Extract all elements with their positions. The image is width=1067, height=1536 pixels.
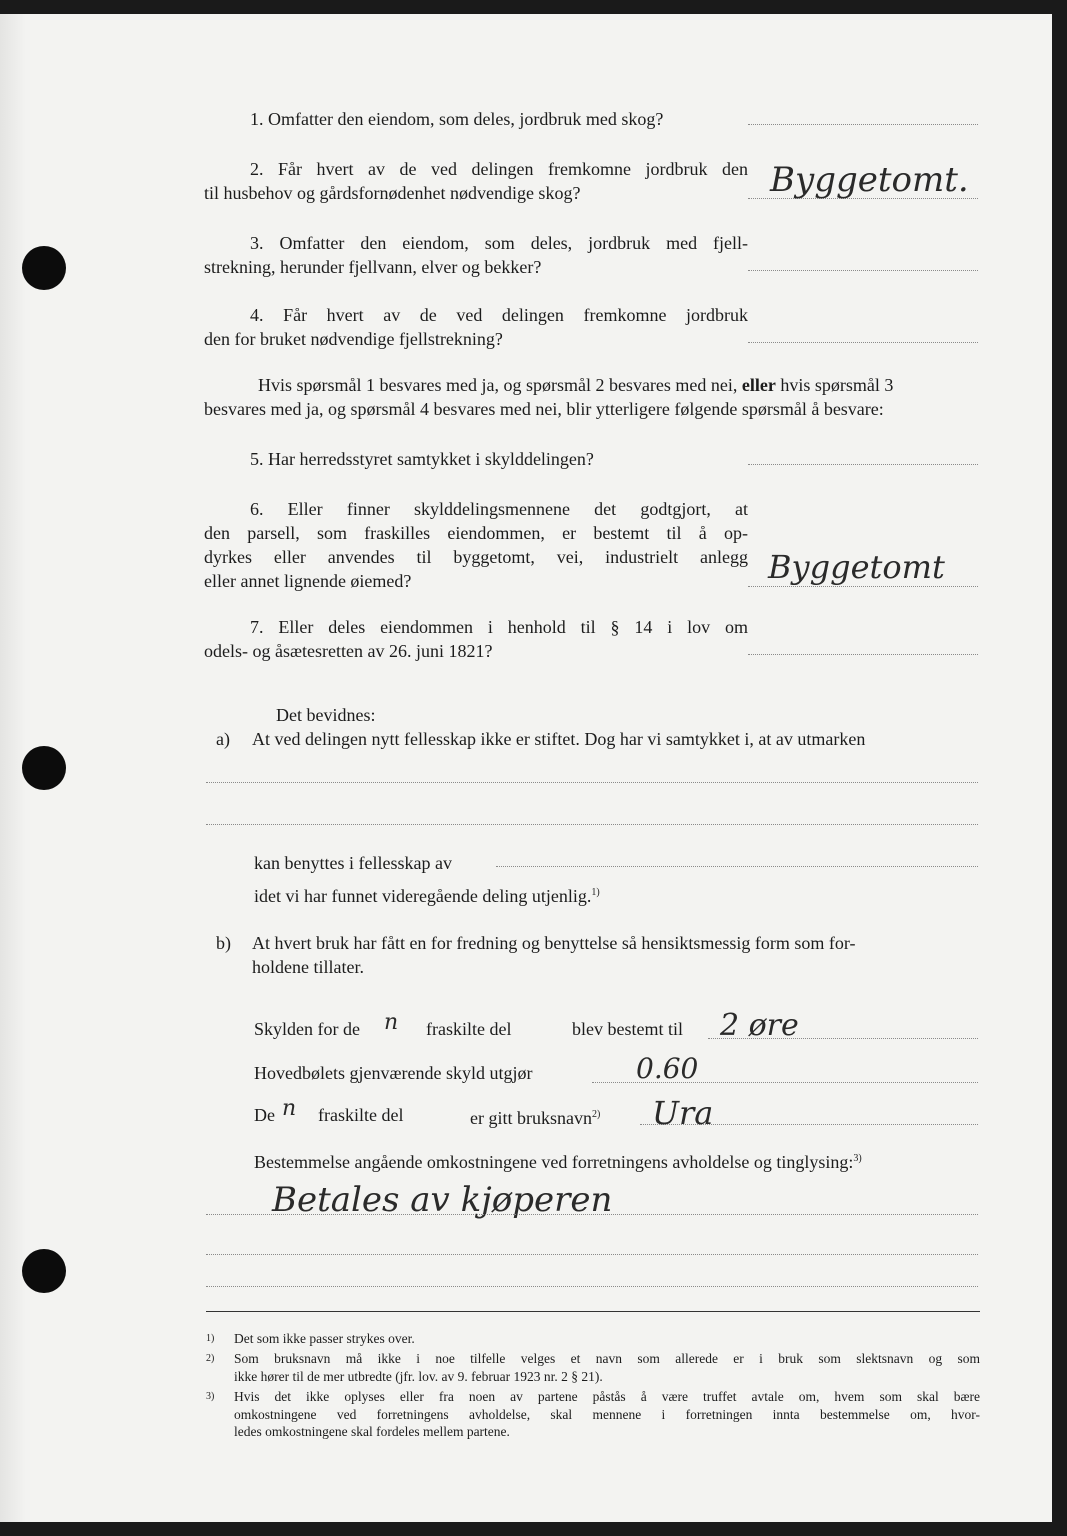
answer-line-q1 (748, 124, 978, 125)
skyld-suffix: blev bestemt til (572, 1019, 683, 1039)
footnote-3-mark: 3) (206, 1391, 215, 1402)
question-6-line1: 6. Eller finner skylddelingsmennene det godtgjort, at (250, 499, 748, 519)
footnote-2-line2: ikke hører til de mer utbredte (jfr. lov. av 9. februar 1923 nr. 2 § 21). (234, 1368, 603, 1384)
certify-a-text: At ved delingen nytt fellesskap ikke er stiftet. Dog har vi samtykket i, at av utmarken (252, 729, 866, 749)
punch-hole (22, 1249, 66, 1293)
skyld-value-handwritten: 2 øre (720, 1008, 799, 1043)
skyld-handwritten-suffix: n (384, 1010, 399, 1035)
footnote-3-line1: Hvis det ikke oplyses eller fra noen av partene påstås å være truffet avtale om, hvem som skal bære (234, 1389, 980, 1404)
footnote-3-line2: omkostningene ved forretningens avholdelse, skal mennene i forretningen innta bestemmelse om, hvor- (234, 1406, 980, 1422)
certify-a-common-label: kan benyttes i fellesskap av (254, 853, 452, 873)
certify-b-label: b) (216, 933, 231, 953)
question-4-line2: den for bruket nødvendige fjellstrekning? (204, 329, 503, 349)
blank-line (206, 1286, 978, 1287)
certify-a-reason (254, 882, 600, 907)
footnote-ref-1: 1) (591, 887, 600, 898)
name-suffix (470, 1104, 600, 1129)
skyld-prefix: Skylden for de (254, 1019, 360, 1039)
hovedbol-label: Hovedbølets gjenværende skyld utgjør (254, 1063, 533, 1083)
footnote-1-text: Det som ikke passer strykes over. (234, 1331, 415, 1346)
question-2-line1: 2. Får hvert av de ved delingen fremkomne jordbruk den (250, 159, 748, 179)
question-6-line3: dyrkes eller anvendes til byggetomt, vei, industrielt anlegg (204, 547, 748, 567)
handwritten-answer-q6: Byggetomt (768, 548, 945, 586)
blank-line (206, 1254, 978, 1255)
question-3-line1: 3. Omfatter den eiendom, som deles, jordbruk med fjell- (250, 233, 748, 253)
answer-line-q4 (748, 342, 978, 343)
footnote-3-line3: ledes omkostningene skal fordeles mellem partene. (234, 1424, 510, 1439)
footnote-2 (206, 1350, 980, 1385)
question-7-line2: odels- og åsætesretten av 26. juni 1821? (204, 641, 493, 661)
footnote-ref-2: 2) (591, 1109, 601, 1120)
blank-line (206, 1214, 978, 1215)
skyld-mid: fraskilte del (426, 1019, 512, 1039)
blank-line (206, 824, 978, 825)
footnote-2-mark: 2) (206, 1353, 215, 1364)
question-6-line2: den parsell, som fraskilles eiendommen, er bestemt til å op- (204, 523, 748, 543)
footnote-ref-3: 3) (853, 1153, 862, 1164)
name-prefix: De (254, 1105, 275, 1125)
certify-a-reason-text: idet vi har funnet videregående deling utjenlig. (254, 886, 592, 906)
question-5: 5. Har herredsstyret samtykket i skylddelingen? (250, 449, 594, 469)
condition-line1 (258, 374, 893, 396)
question-4-line1: 4. Får hvert av de ved delingen fremkomne jordbruk (250, 305, 748, 325)
answer-line-q5 (748, 464, 978, 465)
question-2-line2: til husbehov og gårdsfornødenhet nødvendige skog? (204, 183, 581, 203)
footnote-3 (206, 1388, 980, 1441)
certify-b-text1: At hvert bruk har fått en for fredning og benyttelse så hensiktsmessig form som for- (252, 933, 856, 953)
certify-a-label: a) (216, 729, 230, 749)
common-use-line (496, 866, 978, 867)
name-mid: fraskilte del (318, 1105, 404, 1125)
handwritten-answer-q2: Byggetomt. (770, 160, 969, 200)
answer-line-q7 (748, 654, 978, 655)
certify-heading: Det bevidnes: (276, 705, 376, 725)
footnote-1 (206, 1330, 980, 1348)
footnote-1-mark: 1) (206, 1333, 215, 1344)
punch-hole (22, 246, 66, 290)
answer-line-q3 (748, 270, 978, 271)
name-suffix-text: er gitt bruksnavn (470, 1108, 592, 1128)
blank-line (206, 782, 978, 783)
answer-line-q6 (748, 586, 978, 587)
condition-emphasis: eller (741, 375, 776, 395)
question-3-line2: strekning, herunder fjellvann, elver og bekker? (204, 257, 542, 277)
name-handwritten-suffix: n (282, 1096, 297, 1121)
condition-line2: besvares med ja, og spørsmål 4 besvares med nei, blir ytterligere følgende spørsmål å besvare: (204, 399, 884, 419)
cost-label (254, 1148, 862, 1173)
condition-text-a: Hvis spørsmål 1 besvares med ja, og spørsmål 2 besvares med nei, (258, 375, 738, 395)
hovedbol-value-handwritten: 0.60 (636, 1052, 699, 1085)
question-6-line4: eller annet lignende øiemed? (204, 571, 412, 591)
punch-hole (22, 746, 66, 790)
footnote-separator (206, 1311, 980, 1312)
cost-value-handwritten: Betales av kjøperen (272, 1180, 613, 1220)
condition-text-b: hvis spørsmål 3 (780, 375, 894, 395)
question-7-line1: 7. Eller deles eiendommen i henhold til § 14 i lov om (250, 617, 748, 637)
question-1: 1. Omfatter den eiendom, som deles, jordbruk med skog? (250, 109, 664, 129)
bruksnavn-value-handwritten: Ura (652, 1094, 714, 1132)
document-page (0, 14, 1052, 1522)
cost-label-text: Bestemmelse angående omkostningene ved forretningens avholdelse og tinglysing: (254, 1152, 854, 1172)
footnote-2-line1: Som bruksnavn må ikke i noe tilfelle velges et navn som allerede er i bruk som slektsnavn og som (234, 1351, 980, 1366)
certify-b-text2: holdene tillater. (252, 957, 364, 977)
